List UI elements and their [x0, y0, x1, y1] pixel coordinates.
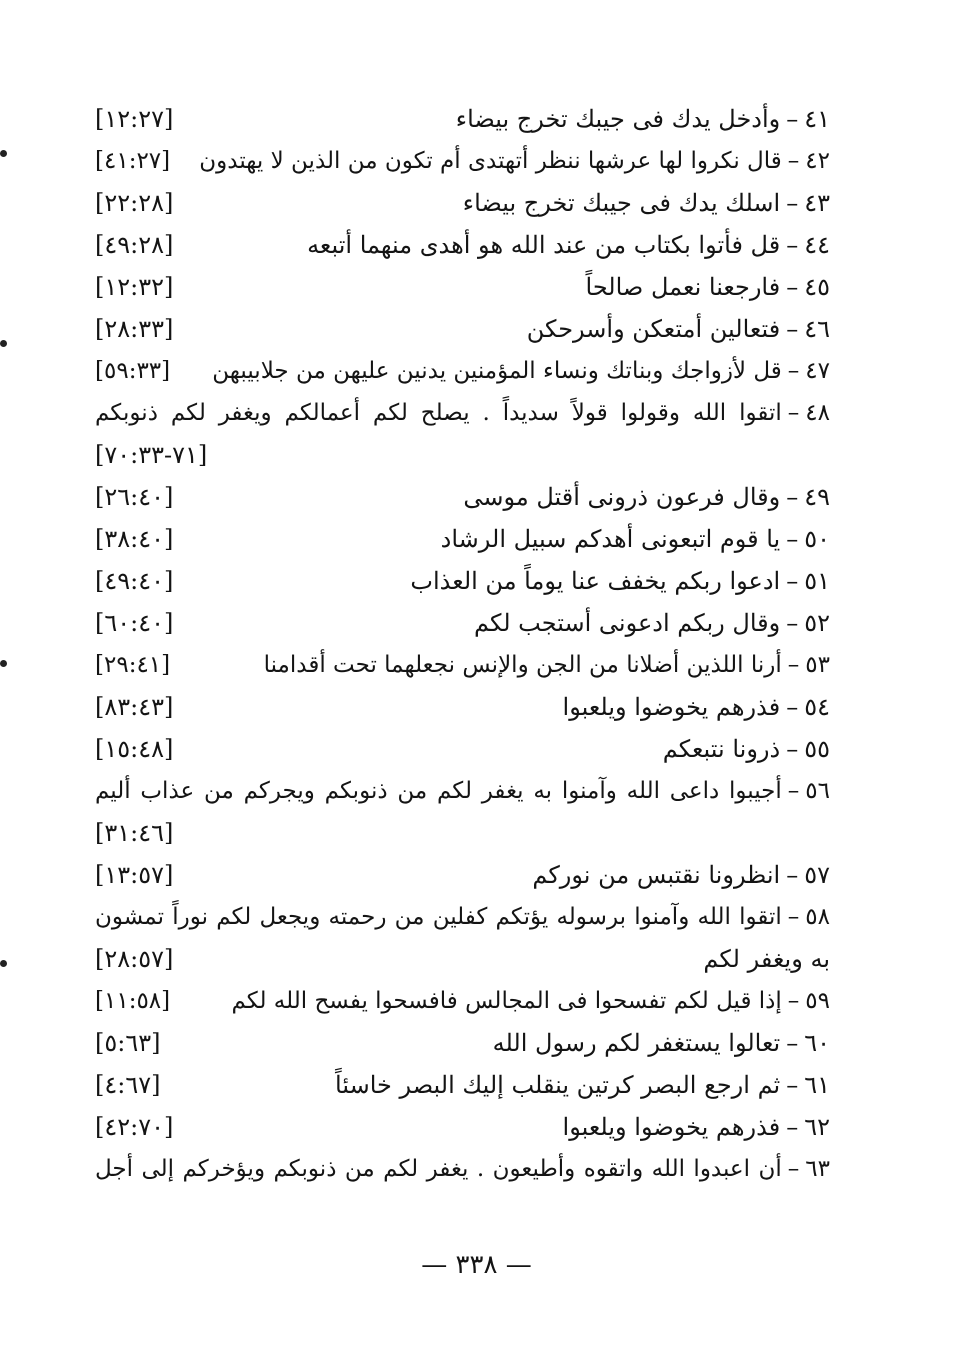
entry-text: ثم ارجع البصر كرتين ينقلب إليك البصر خاسئاً — [335, 1071, 781, 1099]
entry-text: وقال فرعون ذرونى أقتل موسى — [463, 483, 781, 511]
list-item: ٦١–ثم ارجع البصر كرتين ينقلب إليك البصر خاسئاً [٤:٦٧] — [95, 1064, 830, 1106]
entry-reference: [٢٨:٣٣] — [95, 315, 174, 343]
entry-number: ٤٣ — [804, 189, 830, 217]
entry-text: يا قوم اتبعونى أهدكم سبيل الرشاد — [440, 525, 781, 553]
entry-number: ٥٦ — [805, 778, 830, 804]
entry-number: ٥٤ — [804, 693, 830, 721]
list-item: ٥٤–فذرهم يخوضوا ويلعبوا [٨٣:٤٣] — [95, 686, 830, 728]
entry-text: اسلك يدك فى جيبك تخرج بيضاء — [462, 189, 781, 217]
entry-reference: [٥٩:٣٣] — [95, 358, 171, 384]
list-item: ٦٠–تعالوا يستغفر لكم رسول الله [٥:٦٣] — [95, 1022, 830, 1064]
list-item: ٤٥–فارجعنا نعمل صالحاً [١٢:٣٢] — [95, 266, 830, 308]
entry-text: وقال ربكم ادعونى أستجب لكم — [474, 609, 781, 637]
list-item: ٤٩–وقال فرعون ذرونى أقتل موسى [٢٦:٤٠] — [95, 476, 830, 518]
entry-number: ٤٩ — [804, 483, 830, 511]
entry-reference: [٨٣:٤٣] — [95, 693, 174, 721]
entry-number: ٥٣ — [805, 652, 830, 678]
list-item: ٤٣–اسلك يدك فى جيبك تخرج بيضاء [٢٢:٢٨] — [95, 182, 830, 224]
entry-text: إذا قيل لكم تفسحوا فى المجالس فافسحوا يفسح الله لكم — [231, 988, 782, 1014]
list-item: ٦٣–أن اعبدوا الله واتقوه وأطيعون . يغفر لكم من ذنوبكم ويؤخركم إلى أجل — [95, 1156, 830, 1182]
list-item: ٥٩–إذا قيل لكم تفسحوا فى المجالس فافسحوا يفسح الله لكم [١١:٥٨] — [95, 980, 830, 1022]
list-item: ٤١–وأدخل يدك فى جيبك تخرج بيضاء [١٢:٢٧] — [95, 98, 830, 140]
entry-reference: [٤٩:٢٨] — [95, 231, 174, 259]
entry-reference: [٦٠:٤٠] — [95, 609, 174, 637]
list-item: ٥٧–انظرونا نقتبس من نوركم [١٣:٥٧] — [95, 854, 830, 896]
entry-text: تعالوا يستغفر لكم رسول الله — [492, 1029, 781, 1057]
entry-number: ٤٨ — [805, 400, 830, 426]
entry-text: أرنا اللذين أضلانا من الجن والإنس نجعلهما تحت أقدامنا — [263, 652, 782, 678]
entry-reference: [٥:٦٣] — [95, 1029, 161, 1057]
page-number: — ٣٣٨ — — [421, 1250, 532, 1280]
entry-text: فارجعنا نعمل صالحاً — [585, 273, 781, 301]
entry-text: وأدخل يدك فى جيبك تخرج بيضاء — [455, 105, 781, 133]
entry-number: ٤٦ — [804, 315, 830, 343]
entries-list — [95, 98, 830, 1190]
entry-text: فذرهم يخوضوا ويلعبوا — [562, 693, 781, 721]
entry-reference: [١٢:٣٢] — [95, 273, 174, 301]
list-item: ٥١–ادعوا ربكم يخفف عنا يوماً من العذاب [٤٩:٤٠] — [95, 560, 830, 602]
list-item: ٥٢–وقال ربكم ادعونى أستجب لكم [٦٠:٤٠] — [95, 602, 830, 644]
entry-number: ٥٢ — [804, 609, 830, 637]
entry-reference: [٢٢:٢٨] — [95, 189, 174, 217]
list-item: ٤٢–قال نكروا لها عرشها ننظر أتهتدى أم تكون من الذين لا يهتدون [٤١:٢٧] — [95, 140, 830, 182]
entry-reference: [١٥:٤٨] — [95, 735, 174, 763]
entry-reference: [٢٩:٤١] — [95, 652, 171, 678]
list-item: ٥٣–أرنا اللذين أضلانا من الجن والإنس نجعلهما تحت أقدامنا [٢٩:٤١] — [95, 644, 830, 686]
entry-number: ٦٣ — [805, 1156, 830, 1182]
margin-mark — [0, 340, 7, 347]
entry-reference: [٢٦:٤٠] — [95, 483, 174, 511]
entry-text: ذرونا نتبعكم — [662, 735, 781, 763]
margin-mark — [0, 660, 7, 667]
entry-number: ٦٢ — [804, 1113, 830, 1141]
list-item: ٥٦–أجيبوا داعى الله وآمنوا به يغفر لكم من ذنوبكم ويجركم من عذاب أليم [٣١:٤٦] — [95, 778, 830, 847]
list-item: ٥٨–اتقوا الله وآمنوا برسوله يؤتكم كفلين من رحمته ويجعل لكم نوراً تمشون به ويغفر لكم [٢٨:٥٧] — [95, 896, 830, 980]
entry-reference: [٣٨:٤٠] — [95, 525, 174, 553]
entry-text: أجيبوا داعى الله وآمنوا به يغفر لكم من ذنوبكم ويجركم من عذاب أليم — [95, 778, 782, 804]
entry-reference: [٢٨:٥٧] — [95, 945, 174, 973]
entry-number: ٤١ — [804, 105, 830, 133]
entry-text: فتعالين أمتعكن وأسرحكن — [526, 315, 781, 343]
entry-reference: [٤٢:٧٠] — [95, 1113, 174, 1141]
list-item: ٥٠–يا قوم اتبعونى أهدكم سبيل الرشاد [٣٨:٤٠] — [95, 518, 830, 560]
entry-number: ٥٥ — [804, 735, 830, 763]
entry-text: اتقوا الله وقولوا قولاً سديداً . يصلح لكم أعمالكم ويغفر لكم ذنوبكم — [95, 400, 782, 426]
entry-number: ٥٨ — [805, 904, 830, 930]
entry-text: انظرونا نقتبس من نوركم — [532, 861, 781, 889]
entry-text: قل فأتوا بكتاب من عند الله هو أهدى منهما أتبعه — [307, 231, 781, 259]
entry-text: أن اعبدوا الله واتقوه وأطيعون . يغفر لكم من ذنوبكم ويؤخركم إلى أجل — [95, 1156, 782, 1182]
entry-reference: [٤٩:٤٠] — [95, 567, 174, 595]
entry-reference: [٣١:٤٦] — [95, 819, 174, 847]
entry-number: ٦٠ — [804, 1029, 830, 1057]
entry-number: ٤٤ — [804, 231, 830, 259]
entry-reference: [١٣:٥٧] — [95, 861, 174, 889]
entry-reference: [١٢:٢٧] — [95, 105, 174, 133]
list-item: ٥٥–ذرونا نتبعكم [١٥:٤٨] — [95, 728, 830, 770]
list-item: ٤٦–فتعالين أمتعكن وأسرحكن [٢٨:٣٣] — [95, 308, 830, 350]
entry-number: ٦١ — [804, 1071, 830, 1099]
entry-number: ٤٧ — [805, 358, 830, 384]
list-item: ٤٨–اتقوا الله وقولوا قولاً سديداً . يصلح لكم أعمالكم ويغفر لكم ذنوبكم [٧١-٧٠:٣٣] — [95, 400, 830, 469]
margin-mark — [0, 960, 7, 967]
entry-text: فذرهم يخوضوا ويلعبوا — [562, 1113, 781, 1141]
entry-reference: [٤١:٢٧] — [95, 148, 171, 174]
margin-mark — [0, 150, 7, 157]
list-item: ٤٧–قل لأزواجك وبناتك ونساء المؤمنين يدنين عليهن من جلابيبهن [٥٩:٣٣] — [95, 350, 830, 392]
entry-text: قل لأزواجك وبناتك ونساء المؤمنين يدنين عليهن من جلابيبهن — [212, 358, 782, 384]
entry-number: ٥٧ — [804, 861, 830, 889]
entry-number: ٥٠ — [804, 525, 830, 553]
entry-text: ادعوا ربكم يخفف عنا يوماً من العذاب — [410, 567, 781, 595]
entry-number: ٤٢ — [805, 148, 830, 174]
list-item: ٤٤–قل فأتوا بكتاب من عند الله هو أهدى منهما أتبعه [٤٩:٢٨] — [95, 224, 830, 266]
entry-reference: [٧١-٧٠:٣٣] — [95, 441, 208, 469]
entry-text: اتقوا الله وآمنوا برسوله يؤتكم كفلين من رحمته ويجعل لكم نوراً تمشون — [95, 904, 782, 930]
entry-number: ٥١ — [804, 567, 830, 595]
entry-reference: [٤:٦٧] — [95, 1071, 161, 1099]
entry-text-continued: به ويغفر لكم — [703, 945, 830, 973]
entry-reference: [١١:٥٨] — [95, 988, 171, 1014]
entry-text: قال نكروا لها عرشها ننظر أتهتدى أم تكون من الذين لا يهتدون — [199, 148, 782, 174]
entry-number: ٤٥ — [804, 273, 830, 301]
list-item: ٦٢–فذرهم يخوضوا ويلعبوا [٤٢:٧٠] — [95, 1106, 830, 1148]
entry-number: ٥٩ — [805, 988, 830, 1014]
